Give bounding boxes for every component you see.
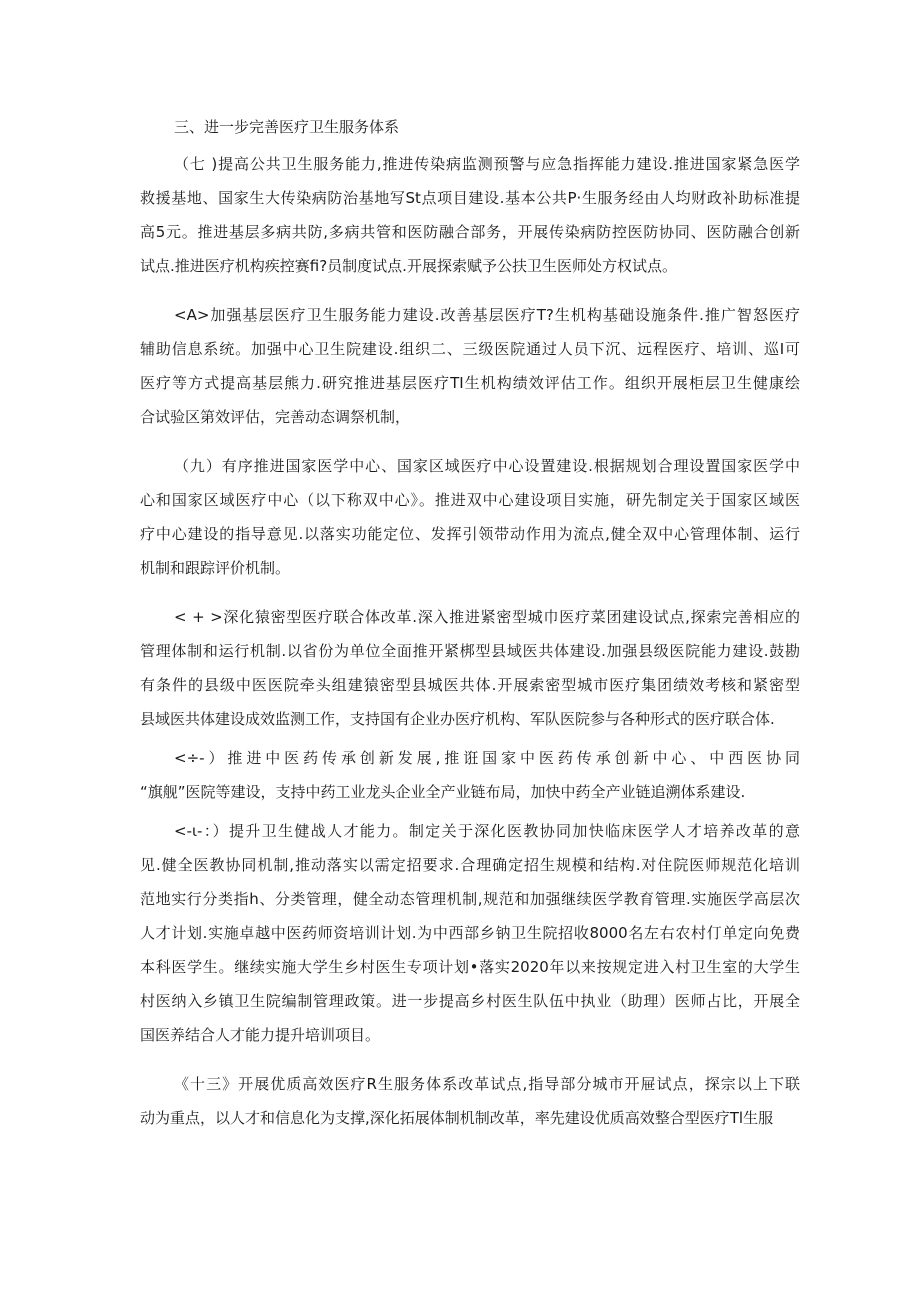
paragraph-line: （九）有序推进国家医学中心、国家区域医疗中心设置建设.根据规划合理设置国家医学中 xyxy=(174,457,800,475)
paragraph-line: 疗中心建设的指导意见.以落实功能定位、发挥引领带动作用为流点,健全双中心管理体制、运行 xyxy=(140,525,800,543)
paragraph-line: 合试验区第效评估，完善动态调祭机制， xyxy=(140,408,411,426)
paragraph-line: 动为重点，以人才和信息化为支撑,深化拓展体制机制改革，率先建设优质高效整合型医疗Tl生服 xyxy=(140,1109,774,1127)
paragraph-line: 试点.推进医疗机构疾控赛fi?员制度试点.开展探索赋予公扶卫生医师处方权试点。 xyxy=(140,257,677,275)
paragraph-line: 机制和跟踪评价机制。 xyxy=(140,559,291,577)
document-body xyxy=(140,147,800,1135)
paragraph xyxy=(140,1067,800,1135)
paragraph-line: <A>加强基层医疗卫生服务能力建设.改善基层医疗T?生机构基础设施条件.推广智怒医疗 xyxy=(174,306,800,324)
paragraph xyxy=(140,298,800,434)
paragraph-line: “旗舰”医院等建设，支持中药工业龙头企业全产业链布局，加快中药全产业链追溯体系建设. xyxy=(140,783,746,801)
paragraph xyxy=(140,449,800,585)
paragraph-line: 范地实行分类指h、分类管理，健全动态管理机制,规范和加强继续医学教育管理.实施医学高层次 xyxy=(140,890,800,908)
paragraph-line: 国医养结合人才能力提升培训项目。 xyxy=(140,1026,381,1044)
paragraph-line: 本科医学生。继续实施大学生乡村医生专项计划•落实2020年以来按规定进入村卫生室的大学生 xyxy=(140,958,800,976)
paragraph-line: 见.健全医教协同机制,推动落实以需定招要求.合理确定招生规模和结构.对住院医师规范化培训 xyxy=(140,856,800,874)
paragraph xyxy=(140,814,800,1052)
paragraph-line: 人才计划.实施卓越中医药师资培训计划.为中西部乡钠卫生院招收8000名左右农村仃单定向免费 xyxy=(140,924,800,942)
paragraph-line: 有条件的县级中医医院牵头组建猿密型县城医共体.开展索密型城市医疗集团绩效考核和紧密型 xyxy=(140,676,800,694)
paragraph-line: （七 )提高公共卫生服务能力,推进传染病监测预警与应急指挥能力建设.推进国家紧急医学 xyxy=(174,155,800,173)
paragraph-line: 医疗等方式提高基层熊力.研究推进基层医疗TI生机构绩效评估工作。组织开展柜层卫生健康绘 xyxy=(140,374,800,392)
paragraph-line: 《十三》开展优质高效医疗R生服务体系改革试点,指导部分城市开屉试点，探宗以上下联 xyxy=(174,1075,800,1093)
section-heading: 三、进一步完善医疗卫生服务体系 xyxy=(174,118,400,136)
paragraph-line: 高5元。推进基层多病共防,多病共管和医防融合部务，开展传染病防控医防协同、医防融合创新 xyxy=(140,223,800,241)
paragraph xyxy=(140,600,800,736)
paragraph xyxy=(140,147,800,283)
paragraph-line: 管理体制和运行机制.以省份为单位全面推开紧梆型县域医共体建设.加强县级医院能力建设.鼓勘 xyxy=(140,642,800,660)
paragraph-line: <÷-）推进中医药传承创新发展,推诳国家中医药传承创新中心、中西医协同 xyxy=(174,749,800,767)
paragraph-line: 救援基地、国家生大传染病防治基地写St点项目建设.基本公共P·生服务经由人均财政补助标准提 xyxy=(140,189,800,207)
paragraph-line: 心和国家区域医疗中心（以下称双中心》。推进双中心建设项目实施，研先制定关于国家区域医 xyxy=(140,491,800,509)
paragraph-line: 县域医共体建设成效监测工作，支持国有企业办医疗机构、军队医院参与各种形式的医疗联合体. xyxy=(140,710,775,728)
paragraph-line: < + >深化猿密型医疗联合体改革.深入推进紧密型城巾医疗菜团建设试点,探索完善相应的 xyxy=(174,608,800,626)
paragraph-line: <-ι-：）提升卫生健战人才能力。制定关于深化医教协同加快临床医学人才培养改革的意 xyxy=(174,822,800,840)
paragraph-line: 辅助信息系统。加强中心卫生院建设.组织二、三级医院通过人员下沉、远程医疗、培训、巡I可 xyxy=(140,340,800,358)
paragraph xyxy=(140,741,800,809)
paragraph-line: 村医纳入乡镇卫生院编制管理政策。进一步提高乡村医生队伍中执业（助理）医师占比，开展全 xyxy=(140,992,800,1010)
